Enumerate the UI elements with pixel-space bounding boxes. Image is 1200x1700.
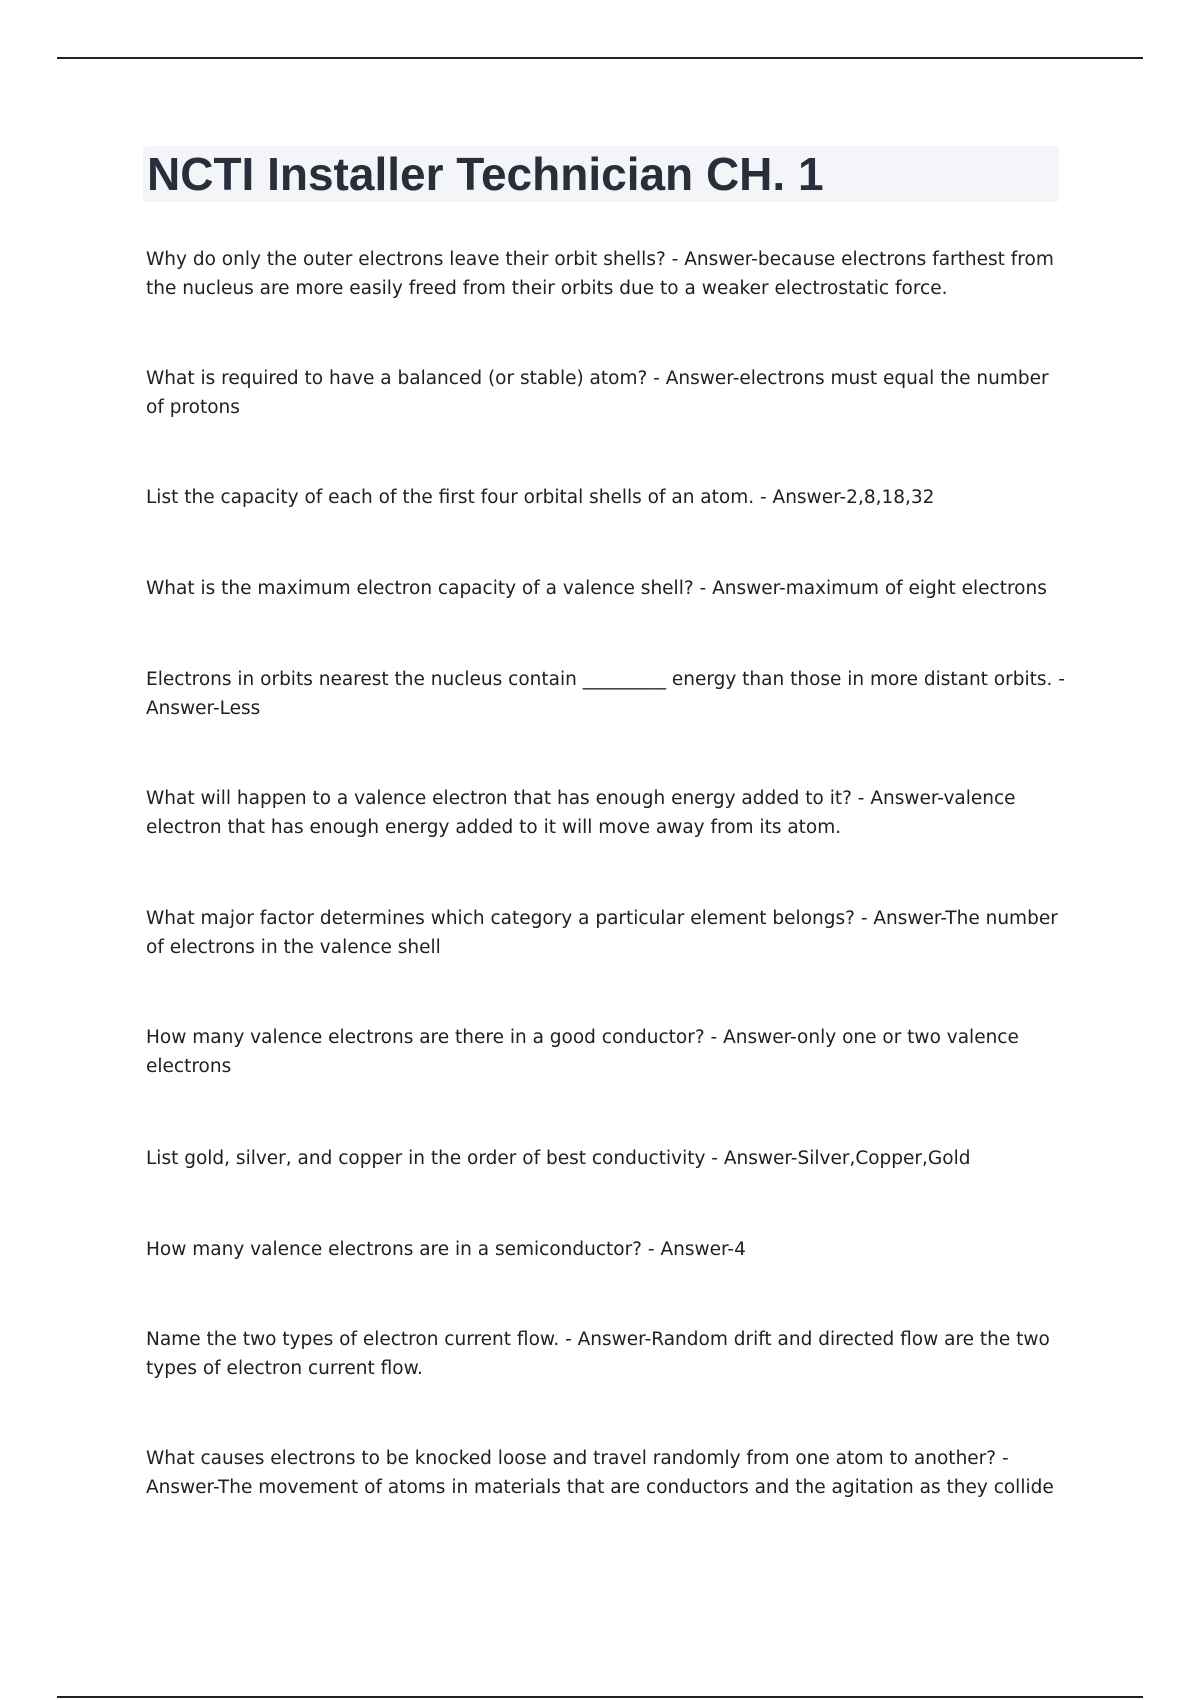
qa-item: What is the maximum electron capacity of a valence shell? - Answer-maximum of eight electrons	[146, 578, 1047, 599]
qa-item: List gold, silver, and copper in the order of best conductivity - Answer-Silver,Copper,Gold	[146, 1148, 971, 1169]
title-banner	[143, 146, 1059, 202]
header-rule	[57, 57, 1143, 59]
qa-item: What will happen to a valence electron that has enough energy added to it? - Answer-valence electron that has enough energy added to it will move away from its atom.	[146, 788, 1016, 838]
qa-item: Why do only the outer electrons leave their orbit shells? - Answer-because electrons farthest from the nucleus are more easily freed from their orbits due to a weaker electrostatic force.	[146, 249, 1054, 299]
footer-rule	[57, 1696, 1143, 1698]
qa-item: Name the two types of electron current flow. - Answer-Random drift and directed flow are the two types of electron current flow.	[146, 1329, 1050, 1379]
qa-item: What causes electrons to be knocked loose and travel randomly from one atom to another? - Answer-The movement of atoms in materials that are conductors and the agitation as they collide	[146, 1448, 1054, 1498]
qa-item: What is required to have a balanced (or stable) atom? - Answer-electrons must equal the number of protons	[146, 368, 1049, 418]
qa-item: List the capacity of each of the first four orbital shells of an atom. - Answer-2,8,18,32	[146, 487, 935, 508]
qa-item: How many valence electrons are in a semiconductor? - Answer-4	[146, 1239, 746, 1260]
qa-item: What major factor determines which category a particular element belongs? - Answer-The number of electrons in the valence shell	[146, 908, 1058, 958]
qa-item: How many valence electrons are there in a good conductor? - Answer-only one or two valence electrons	[146, 1027, 1019, 1077]
qa-item: Electrons in orbits nearest the nucleus contain _________ energy than those in more distant orbits. - Answer-Less	[146, 669, 1065, 719]
document-title: NCTI Installer Technician CH. 1	[147, 148, 824, 200]
